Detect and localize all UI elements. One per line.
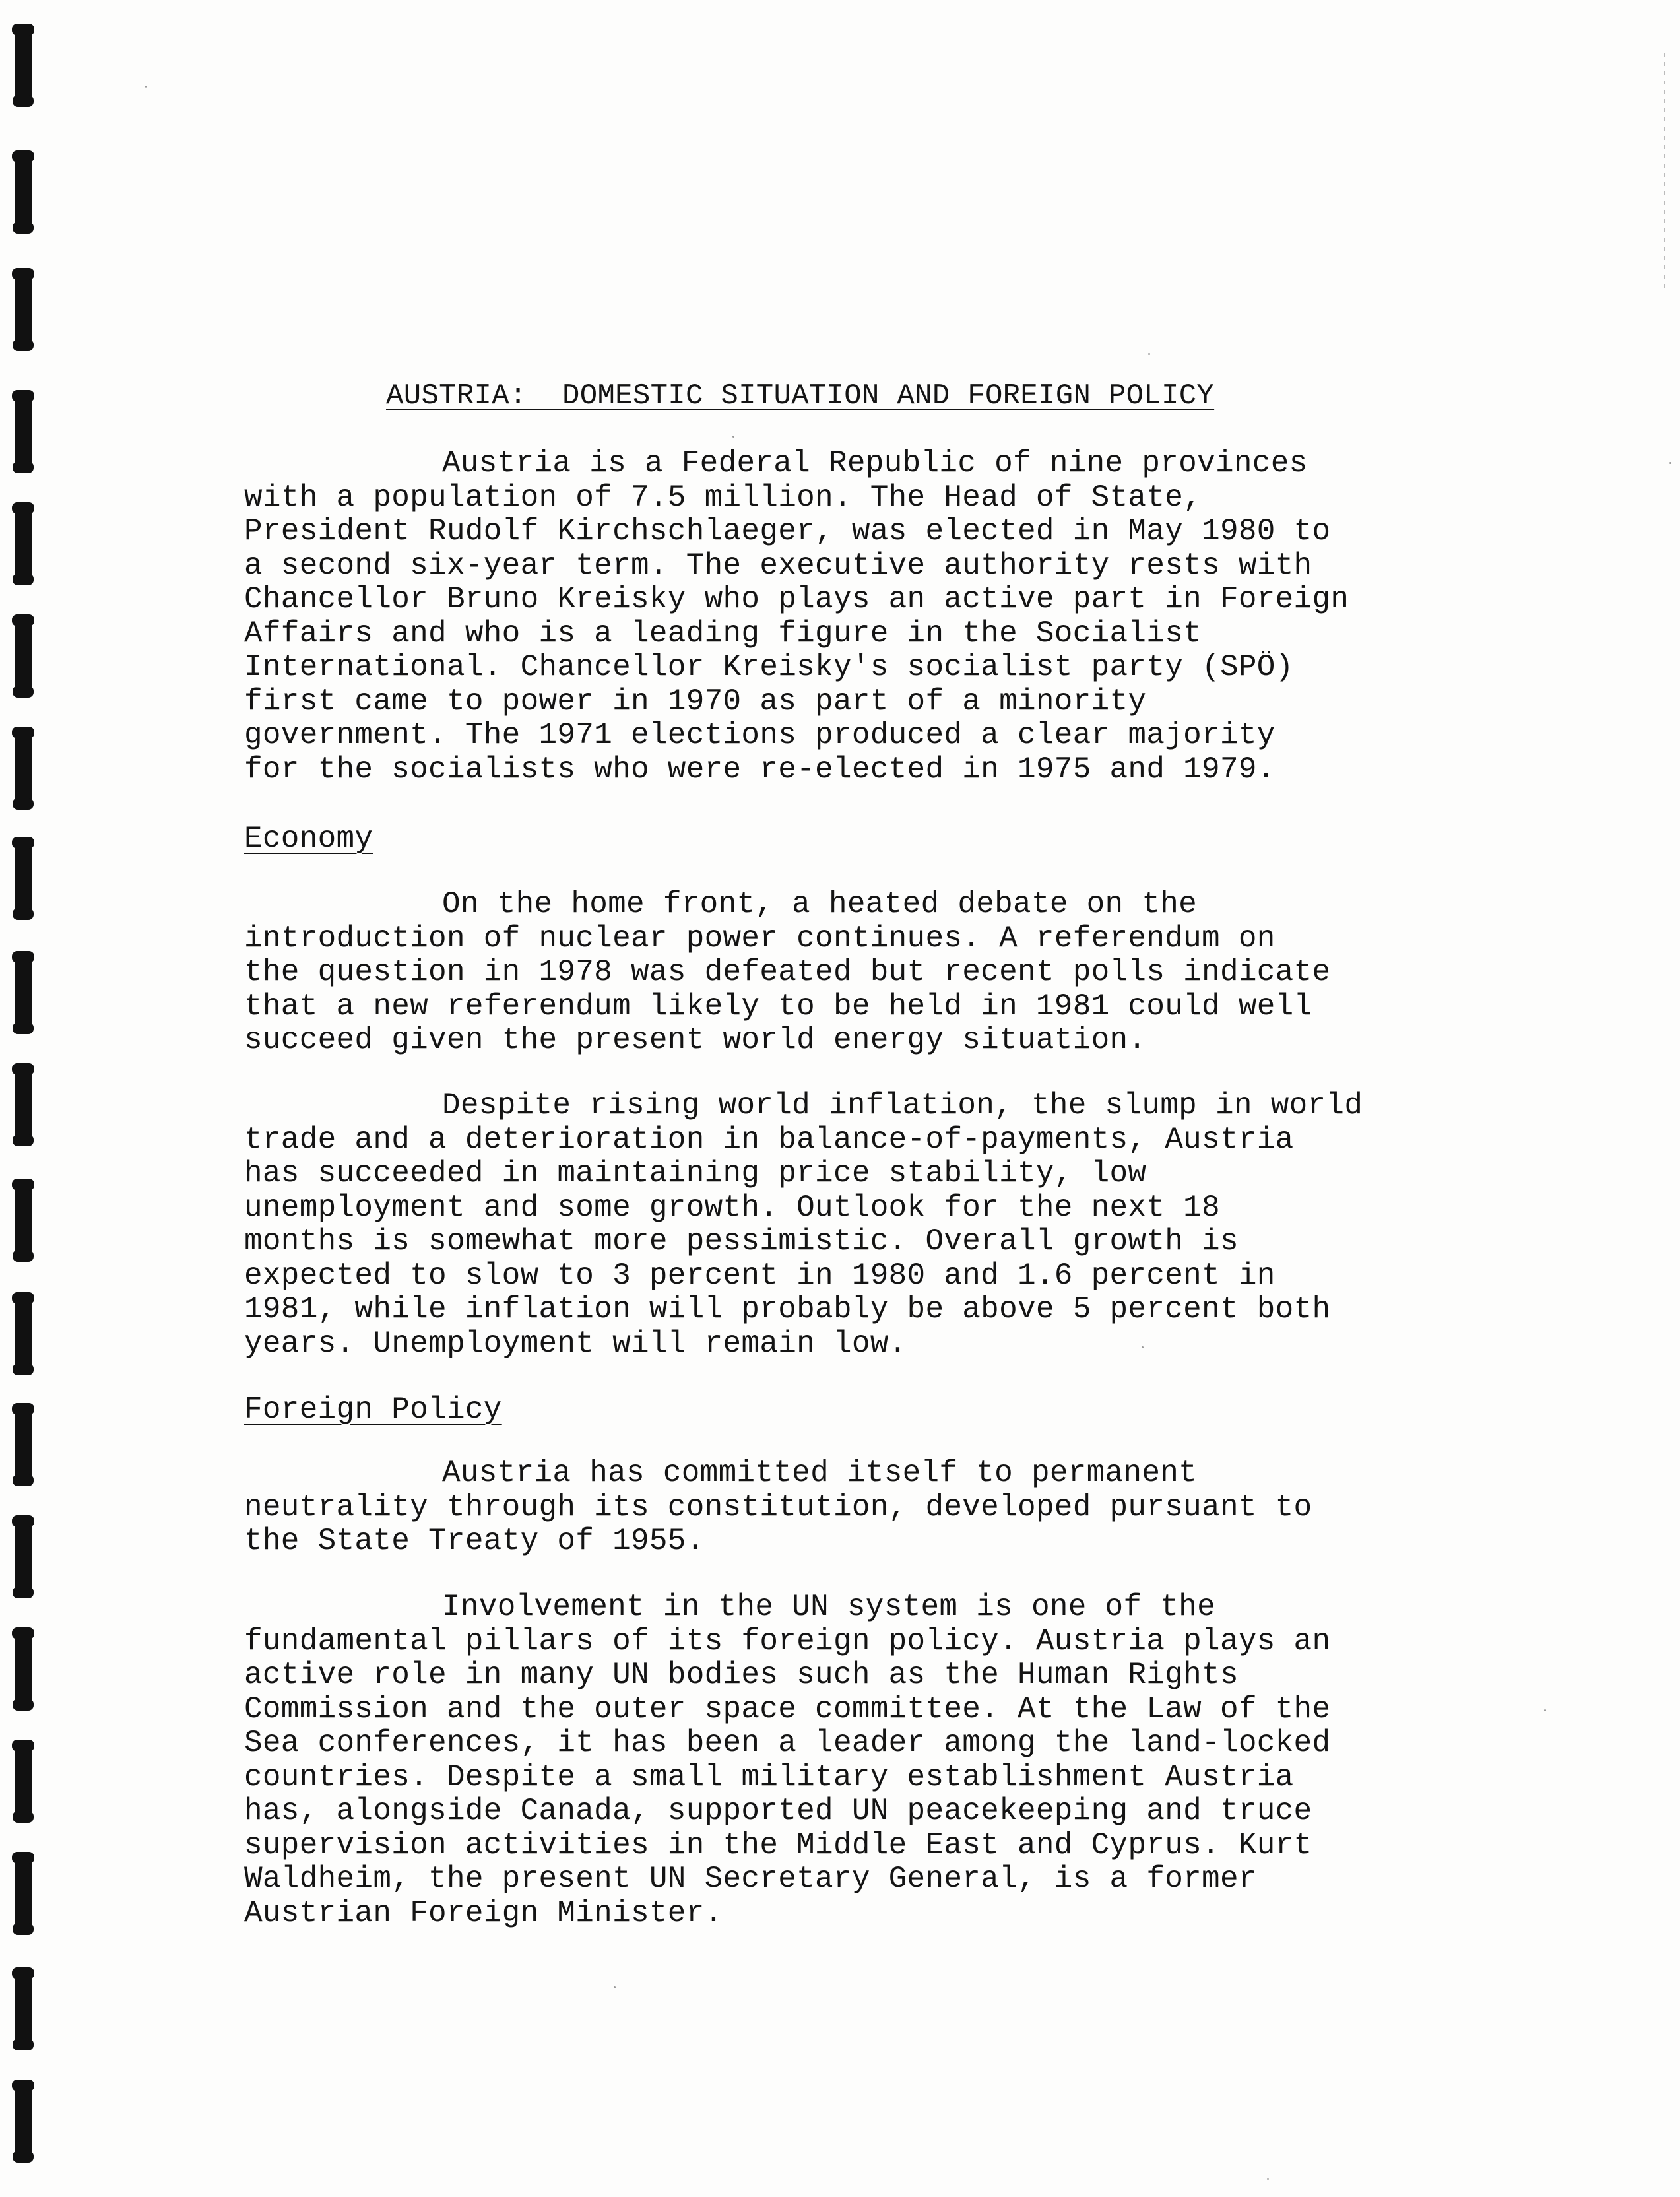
scan-speck bbox=[145, 86, 147, 88]
binding-hole bbox=[15, 1066, 32, 1144]
scan-speck bbox=[1669, 462, 1671, 464]
document-title: AUSTRIA: DOMESTIC SITUATION AND FOREIGN POLICY bbox=[386, 379, 1215, 412]
binding-hole bbox=[15, 617, 32, 695]
binding-hole bbox=[15, 1295, 32, 1373]
foreign-policy-paragraph: Involvement in the UN system is one of the fundamental pillars of its foreign policy. Austria plays an active role in many UN bodies such as the Human Rights Commission and the outer space committee. At the Law of the Sea conferences, it has been a leader among the land-locked countries. Despite a small military establishment Austria has, alongside Canada, supported UN peacekeeping and truce supervision activities in the Middle East and Cyprus. Kurt Waldheim, the present UN Secretary General, is a former Austrian Foreign Minister. bbox=[244, 1590, 1331, 1930]
binding-hole bbox=[15, 1630, 32, 1708]
binding-hole bbox=[15, 26, 32, 104]
section-heading-economy: Economy bbox=[244, 822, 373, 856]
binding-holes bbox=[15, 0, 41, 2197]
scan-speck bbox=[1544, 1709, 1546, 1711]
binding-hole bbox=[15, 1518, 32, 1596]
binding-hole bbox=[15, 153, 32, 231]
economy-paragraph: On the home front, a heated debate on the introduction of nuclear power continues. A referendum on the question in 1978 was defeated but recent polls indicate that a new referendum likely to be held in 1981 could well succeed given the present world energy situation. bbox=[244, 887, 1331, 1057]
binding-hole bbox=[15, 271, 32, 348]
scan-speck bbox=[614, 1986, 616, 1988]
intro-paragraph: Austria is a Federal Republic of nine provinces with a population of 7.5 million. The Head of State, President Rudolf Kirchschlaeger, was elected in May 1980 to a second six-year term. The executive authority rests with Chancellor Bruno Kreisky who plays an active part in Foreign Affairs and who is a leading figure in the Socialist International. Chancellor Kreisky's socialist party (SPÖ) first came to power in 1970 as part of a minority government. The 1971 elections produced a clear majority for the socialists who were re-elected in 1975 and 1979. bbox=[244, 446, 1349, 787]
binding-hole bbox=[15, 1742, 32, 1820]
scan-speck bbox=[732, 436, 734, 438]
binding-hole bbox=[15, 1406, 32, 1484]
page-edge-mark bbox=[1664, 53, 1665, 290]
section-heading-foreign-policy: Foreign Policy bbox=[244, 1393, 502, 1427]
binding-hole bbox=[15, 1970, 32, 2048]
binding-hole bbox=[15, 729, 32, 807]
binding-hole bbox=[15, 954, 32, 1032]
economy-paragraph: Despite rising world inflation, the slump in world trade and a deterioration in balance-of-payments, Austria has succeeded in maintaining price stability, low unemployment and some growth. Outlook for the next 18 months is somewhat more pessimistic. Overall growth is expected to slow to 3 percent in 1980 and 1.6 percent in 1981, while inflation will probably be above 5 percent both years. Unemployment will remain low. bbox=[244, 1088, 1363, 1361]
binding-hole bbox=[15, 839, 32, 917]
scan-speck bbox=[1267, 2178, 1269, 2180]
foreign-policy-paragraph: Austria has committed itself to permanent neutrality through its constitution, developed pursuant to the State Treaty of 1955. bbox=[244, 1456, 1312, 1558]
binding-hole bbox=[15, 1854, 32, 1932]
scan-speck bbox=[1148, 353, 1150, 355]
binding-hole bbox=[15, 2082, 32, 2160]
binding-hole bbox=[15, 505, 32, 583]
binding-hole bbox=[15, 393, 32, 471]
binding-hole bbox=[15, 1181, 32, 1259]
